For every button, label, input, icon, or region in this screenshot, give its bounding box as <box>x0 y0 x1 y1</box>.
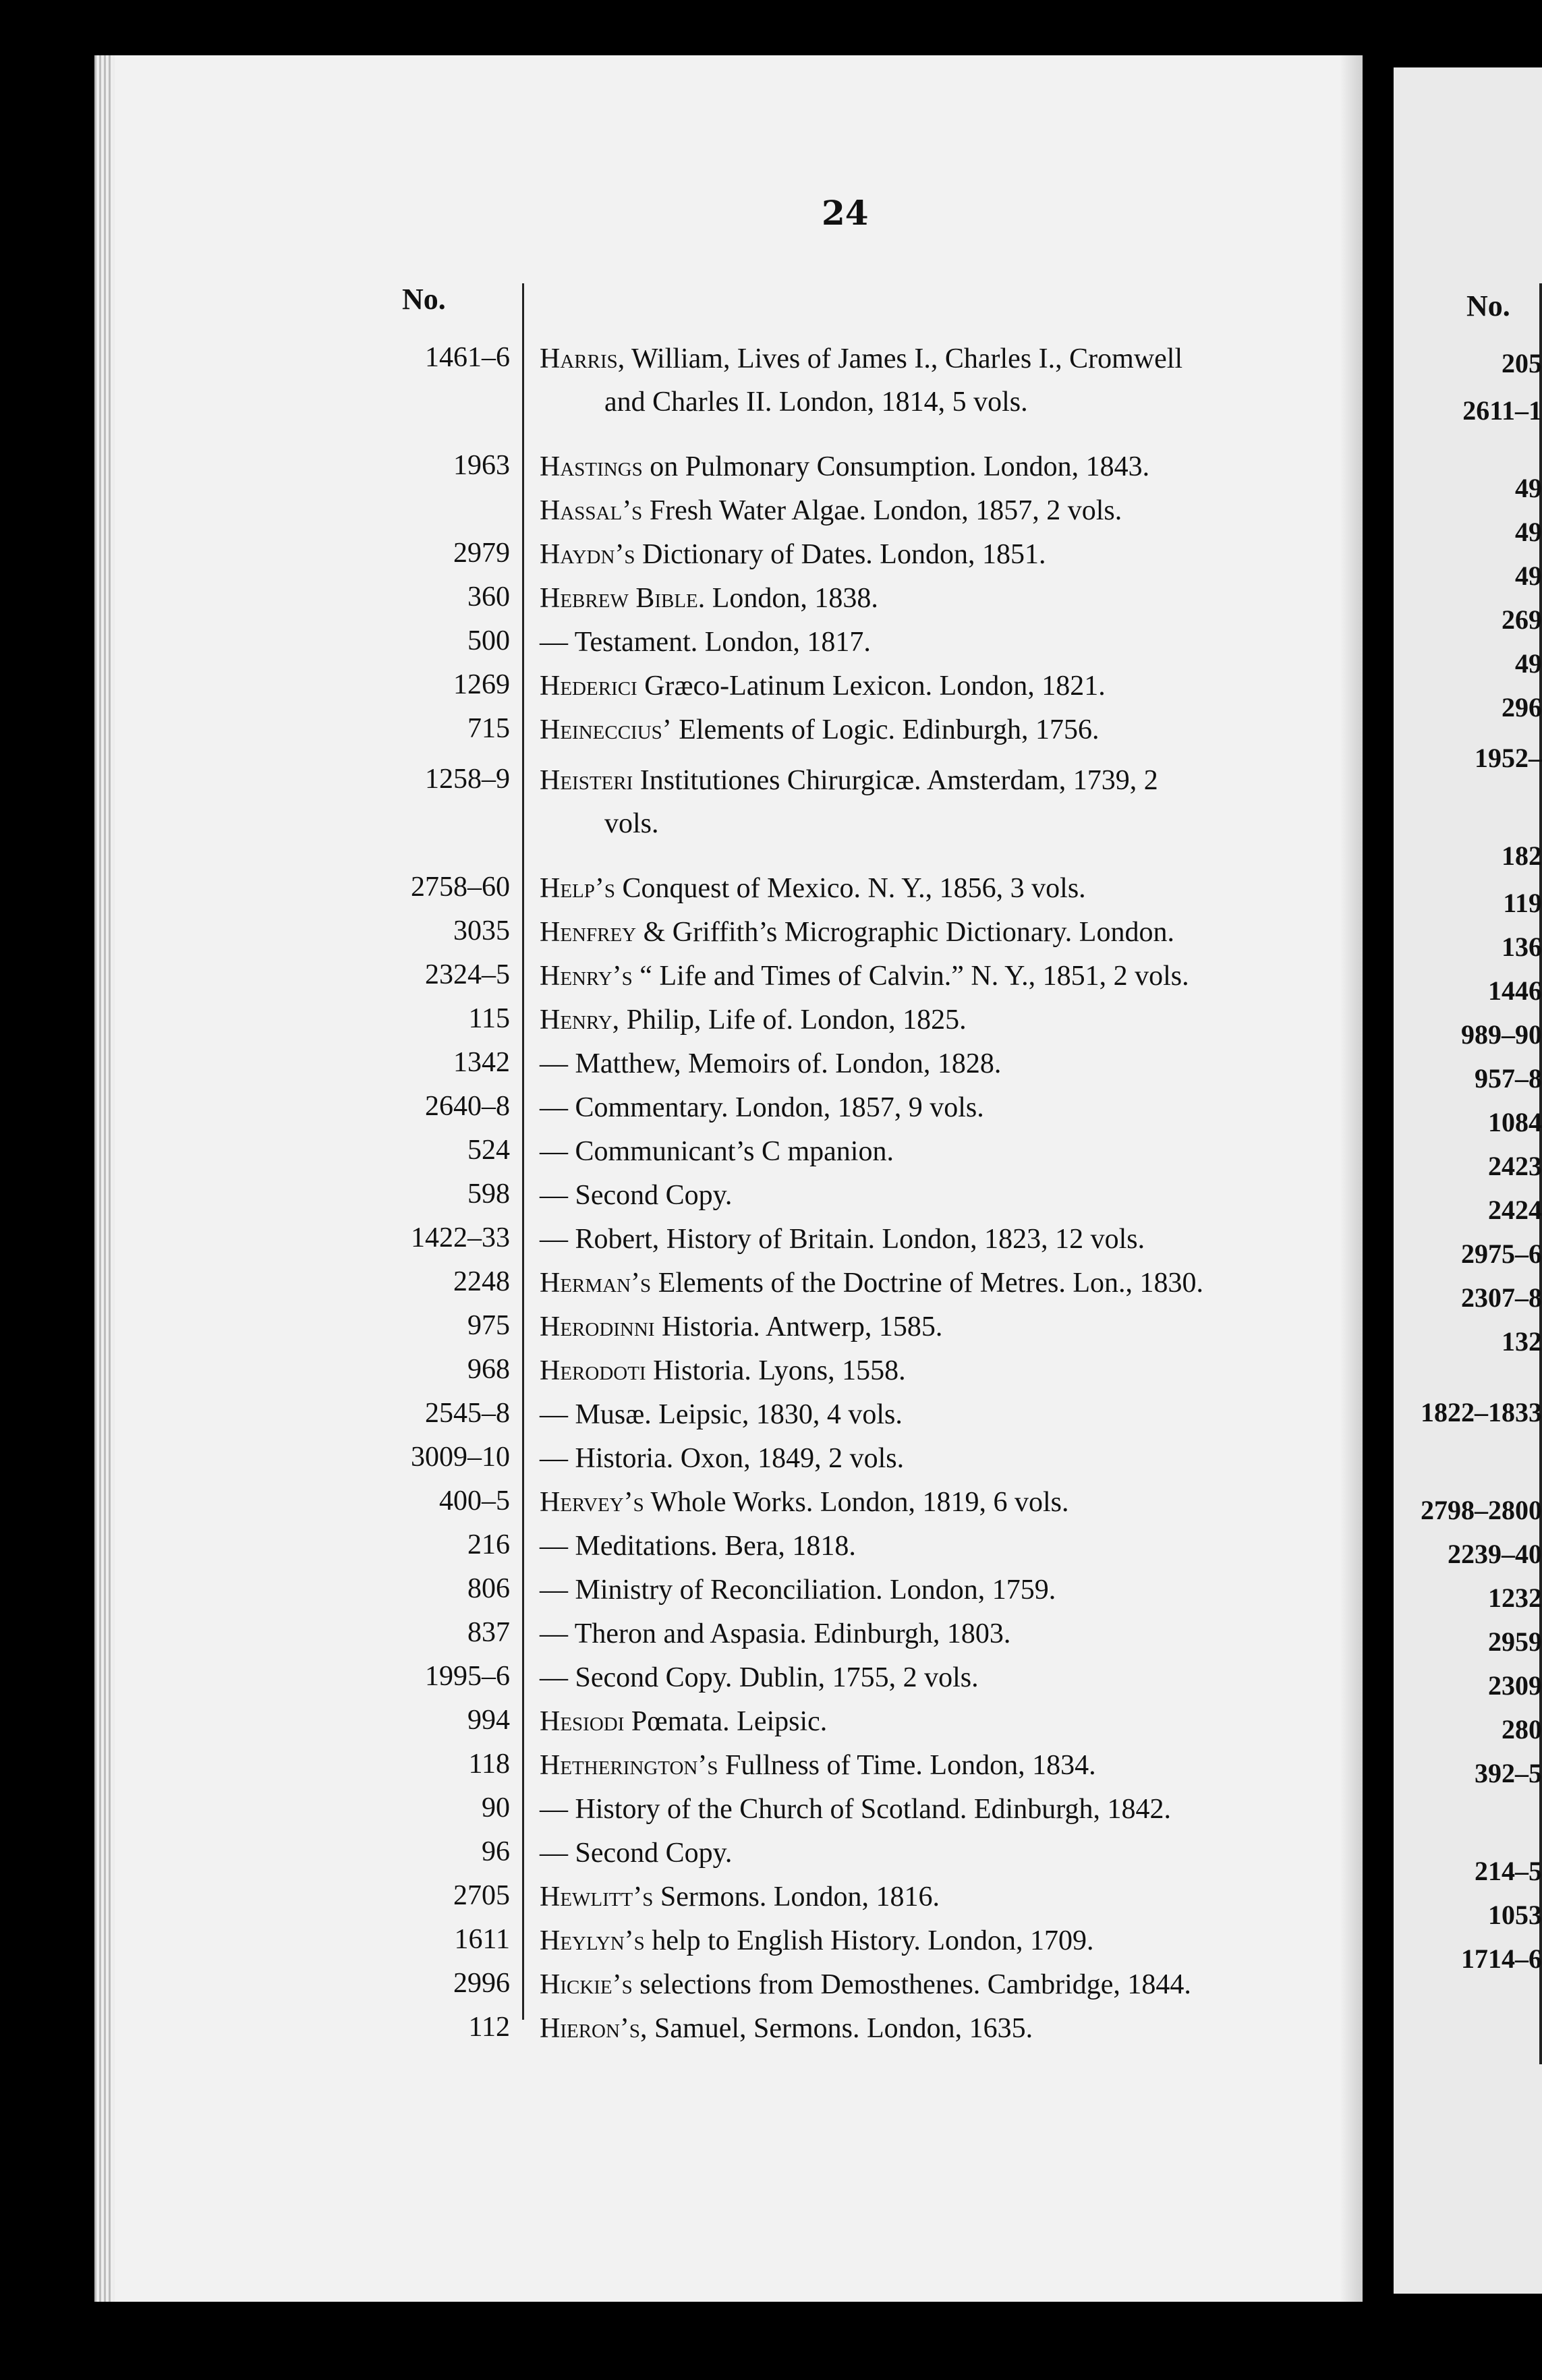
entry-number: 837 <box>467 1617 510 1648</box>
catalog-entry <box>540 2007 1336 2050</box>
entry-number: 994 <box>467 1705 510 1736</box>
right-entry-number: 1714–6 <box>1461 1944 1542 1974</box>
entry-author: Hassal’s <box>540 495 643 526</box>
entry-title: — Communicant’s C mpanion. <box>540 1136 894 1167</box>
entry-author: Help’s <box>540 873 616 904</box>
entry-author: Henry, <box>540 1004 620 1036</box>
catalog-entry <box>540 759 1336 845</box>
entry-author: Herman’s <box>540 1268 652 1299</box>
entry-title: Græco-Latinum Lexicon. London, 1821. <box>637 671 1106 702</box>
entry-number: 2996 <box>453 1968 510 1999</box>
entry-number: 2979 <box>453 538 510 569</box>
catalog-entry <box>540 489 1336 532</box>
entry-title: Elements of Logic. Edinburgh, 1756. <box>671 714 1100 745</box>
entry-number: 806 <box>467 1573 510 1604</box>
entry-number: 1342 <box>453 1047 510 1078</box>
entry-number: 1258–9 <box>425 764 510 795</box>
entry-number: 500 <box>467 625 510 656</box>
catalog-entry <box>540 998 1336 1042</box>
entry-title: Fullness of Time. London, 1834. <box>718 1750 1096 1781</box>
right-column-header-no: No. <box>1466 289 1510 322</box>
right-entry-number: 957–8 <box>1475 1063 1542 1094</box>
entry-title: Philip, Life of. London, 1825. <box>619 1004 967 1036</box>
entry-number: 1269 <box>453 669 510 700</box>
right-entry-number: 2239–40 <box>1448 1539 1542 1569</box>
catalog-entry <box>540 621 1336 664</box>
entry-author: Heineccius’ <box>540 714 672 745</box>
right-entry-number: 49 <box>1515 517 1542 547</box>
catalog-entry <box>540 911 1336 954</box>
catalog-entry <box>540 1481 1336 1524</box>
right-entry-number: 2975–6 <box>1461 1239 1542 1269</box>
entry-title: — Commentary. London, 1857, 9 vols. <box>540 1092 984 1123</box>
entry-title: — Second Copy. <box>540 1180 733 1211</box>
entry-author: Hederici <box>540 671 637 702</box>
entry-title: — Robert, History of Britain. London, 1823, 12 vols. <box>540 1224 1145 1255</box>
right-entry-number: 1232 <box>1488 1583 1542 1613</box>
entry-title: — Theron and Aspasia. Edinburgh, 1803. <box>540 1618 1011 1649</box>
entry-number: 2545–8 <box>425 1398 510 1429</box>
entry-number: 2640–8 <box>425 1091 510 1122</box>
right-entry-number: 280 <box>1502 1714 1542 1745</box>
right-entry-number: 182 <box>1502 841 1542 871</box>
entry-author: Henry’s <box>540 961 633 992</box>
catalog-entry <box>540 664 1336 708</box>
entry-number: 975 <box>467 1310 510 1341</box>
catalog-entry <box>540 1262 1336 1305</box>
entry-title: help to English History. London, 1709. <box>644 1925 1094 1956</box>
catalog-entry <box>540 1174 1336 1217</box>
entry-title: — Second Copy. Dublin, 1755, 2 vols. <box>540 1662 979 1693</box>
catalog-entry <box>540 1788 1336 1831</box>
entry-number: 968 <box>467 1354 510 1385</box>
right-entry-number: 2423 <box>1488 1151 1542 1181</box>
entry-title: “ Life and Times of Calvin.” N. Y., 1851, 2 vols. <box>632 961 1189 992</box>
entry-title: — Testament. London, 1817. <box>540 627 871 658</box>
entry-number: 360 <box>467 582 510 613</box>
entry-title: — Musæ. Leipsic, 1830, 4 vols. <box>540 1399 903 1430</box>
entry-number: 3035 <box>453 915 510 946</box>
entry-author: Hebrew Bible. <box>540 583 706 614</box>
right-entry-number: 49 <box>1515 473 1542 503</box>
catalog-entry <box>540 1086 1336 1129</box>
catalog-entry <box>540 1218 1336 1261</box>
catalog-entry <box>540 955 1336 998</box>
entry-number: 598 <box>467 1179 510 1210</box>
catalog-entry <box>540 1437 1336 1480</box>
entry-title: & Griffith’s Micrographic Dictionary. London. <box>636 917 1174 948</box>
catalog-entry <box>540 1305 1336 1349</box>
entry-title: selections from Demosthenes. Cambridge, 1844. <box>632 1969 1191 2000</box>
entry-continuation: vols. <box>604 808 659 839</box>
right-entry-number: 1446 <box>1488 975 1542 1006</box>
entry-number: 2324–5 <box>425 959 510 990</box>
entry-title: Conquest of Mexico. N. Y., 1856, 3 vols. <box>615 873 1086 904</box>
entry-number: 715 <box>467 713 510 744</box>
entry-author: Herodinni <box>540 1311 655 1342</box>
catalog-entry <box>540 1875 1336 1919</box>
column-header-no: No. <box>402 283 446 316</box>
right-entry-number: 1084 <box>1488 1107 1542 1137</box>
right-entry-number: 2309 <box>1488 1670 1542 1701</box>
entry-title: Dictionary of Dates. London, 1851. <box>635 539 1046 570</box>
catalog-entry <box>540 867 1336 910</box>
catalog-entry <box>540 1042 1336 1085</box>
right-entry-number: 1952– <box>1475 743 1542 773</box>
entry-author: Hastings <box>540 451 643 482</box>
entry-number: 400–5 <box>439 1485 510 1517</box>
right-entry-number: 214–5 <box>1475 1856 1542 1886</box>
catalog-entry <box>540 445 1336 488</box>
entry-title: Elements of the Doctrine of Metres. Lon., 1830. <box>651 1268 1203 1299</box>
right-entry-number: 205 <box>1502 348 1542 378</box>
entry-number: 1995–6 <box>425 1661 510 1692</box>
entry-author: Hewlitt’s <box>540 1881 654 1913</box>
entry-title: Fresh Water Algae. London, 1857, 2 vols. <box>642 495 1122 526</box>
catalog-entry <box>540 1919 1336 1962</box>
catalog-entry <box>540 577 1336 620</box>
right-entry-number: 989–90 <box>1461 1019 1542 1050</box>
catalog-entry <box>540 1700 1336 1743</box>
entry-number: 2705 <box>453 1880 510 1911</box>
entry-number: 112 <box>468 2012 510 2043</box>
entry-title: Whole Works. London, 1819, 6 vols. <box>644 1487 1069 1518</box>
entry-author: Herodoti <box>540 1355 646 1386</box>
page-number: 24 <box>822 193 869 233</box>
entry-number: 96 <box>482 1836 510 1867</box>
entry-number: 1422–33 <box>411 1222 510 1253</box>
entry-title: on Pulmonary Consumption. London, 1843. <box>642 451 1150 482</box>
entry-author: Heylyn’s <box>540 1925 645 1956</box>
right-entry-number: 2611–1 <box>1462 395 1542 426</box>
right-entry-number: 49 <box>1515 561 1542 591</box>
entry-author: Hieron’s, <box>540 2013 648 2044</box>
entry-number: 90 <box>482 1792 510 1823</box>
entry-number: 1461–6 <box>425 342 510 373</box>
right-entry-number: 1822–1833 <box>1421 1397 1542 1427</box>
entry-author: Haydn’s <box>540 539 635 570</box>
catalog-entry <box>540 1349 1336 1392</box>
entry-number: 2248 <box>453 1266 510 1297</box>
catalog-entry <box>540 1656 1336 1699</box>
entry-author: Hesiodi <box>540 1706 625 1737</box>
right-entry-number: 119 <box>1503 888 1542 918</box>
catalog-entry <box>540 1744 1336 1787</box>
entry-title: William, Lives of James I., Charles I., Cromwell <box>625 343 1183 374</box>
catalog-entry <box>540 708 1336 752</box>
catalog-entry <box>540 337 1336 424</box>
entry-title: — Matthew, Memoirs of. London, 1828. <box>540 1048 1002 1079</box>
entry-number: 1611 <box>454 1924 510 1955</box>
entry-number: 115 <box>468 1003 510 1034</box>
right-entry-number: 296 <box>1502 692 1542 722</box>
right-entry-number: 49 <box>1515 648 1542 679</box>
entry-number: 216 <box>467 1529 510 1560</box>
entry-number: 1963 <box>453 450 510 481</box>
right-entry-number: 2959 <box>1488 1626 1542 1657</box>
entry-title: — Historia. Oxon, 1849, 2 vols. <box>540 1443 905 1474</box>
right-entry-number: 2307–8 <box>1461 1282 1542 1313</box>
right-entry-number: 136 <box>1502 932 1542 962</box>
right-entry-number: 2424 <box>1488 1195 1542 1225</box>
right-entry-number: 392–5 <box>1475 1758 1542 1788</box>
entry-number: 3009–10 <box>411 1442 510 1473</box>
entry-author: Hetherington’s <box>540 1750 718 1781</box>
entry-title: Institutiones Chirurgicæ. Amsterdam, 1739, 2 <box>633 765 1158 796</box>
entry-title: Historia. Lyons, 1558. <box>646 1355 906 1386</box>
catalog-entry <box>540 1393 1336 1436</box>
entry-title: Pœmata. Leipsic. <box>624 1706 828 1737</box>
entry-continuation: and Charles II. London, 1814, 5 vols. <box>604 387 1028 418</box>
right-entry-number: 269 <box>1502 604 1542 635</box>
catalog-entry <box>540 1130 1336 1173</box>
entry-title: London, 1838. <box>705 583 878 614</box>
entry-title: Samuel, Sermons. London, 1635. <box>647 2013 1033 2044</box>
entry-title: — Second Copy. <box>540 1838 733 1869</box>
entry-author: Harris, <box>540 343 625 374</box>
entry-number: 118 <box>468 1749 510 1780</box>
entry-title: Historia. Antwerp, 1585. <box>654 1311 943 1342</box>
entry-author: Heisteri <box>540 765 633 796</box>
catalog-entry <box>540 533 1336 576</box>
entry-author: Hickie’s <box>540 1969 633 2000</box>
entry-title: — History of the Church of Scotland. Edinburgh, 1842. <box>540 1794 1171 1825</box>
right-entry-number: 132 <box>1502 1326 1542 1357</box>
catalog-entry <box>540 1568 1336 1612</box>
catalog-entry <box>540 1963 1336 2006</box>
entry-title: — Ministry of Reconciliation. London, 1759. <box>540 1575 1056 1606</box>
entry-number: 2758–60 <box>411 872 510 903</box>
entry-author: Henfrey <box>540 917 637 948</box>
catalog-entry <box>540 1525 1336 1568</box>
catalog-entry <box>540 1612 1336 1655</box>
right-entry-number: 2798–2800 <box>1421 1495 1542 1525</box>
entry-title: — Meditations. Bera, 1818. <box>540 1531 856 1562</box>
right-entry-number: 1053 <box>1488 1900 1542 1930</box>
catalog-entry <box>540 1832 1336 1875</box>
entry-number: 524 <box>467 1135 510 1166</box>
entry-author: Hervey’s <box>540 1487 644 1518</box>
entry-title: Sermons. London, 1816. <box>653 1881 940 1913</box>
